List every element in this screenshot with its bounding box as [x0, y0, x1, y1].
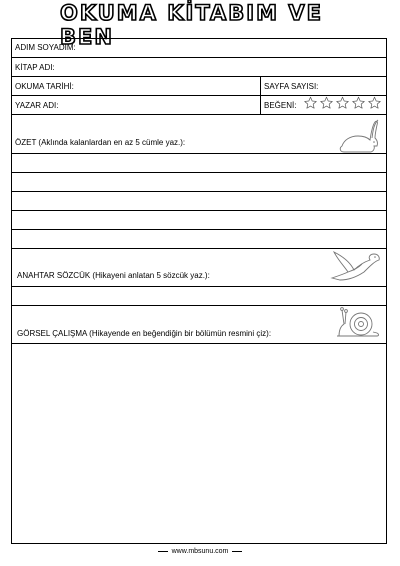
name-label: ADIM SOYADIM: — [15, 43, 76, 52]
star-icon — [351, 96, 366, 110]
rating-stars — [303, 96, 382, 110]
summary-line — [11, 210, 387, 211]
row-divider — [11, 114, 387, 115]
footer — [0, 544, 400, 558]
summary-line — [11, 191, 387, 192]
date-label: OKUMA TARİHİ: — [15, 82, 74, 91]
footer-dash — [158, 551, 168, 552]
summary-heading: ÖZET (Aklında kalanlardan en az 5 cümle yaz.): — [15, 138, 186, 147]
drawing-heading: GÖRSEL ÇALIŞMA (Hikayende en beğendiğin bir bölümün resmini çiz): — [17, 329, 272, 338]
keywords-line — [11, 286, 387, 287]
book-label: KİTAP ADI: — [15, 63, 55, 72]
column-divider — [260, 76, 261, 114]
drawing-area-top — [11, 343, 387, 344]
footer-url: www.mbsunu.com — [171, 547, 229, 555]
keywords-line — [11, 305, 387, 306]
footer-dash — [232, 551, 242, 552]
snail-icon — [333, 304, 383, 340]
summary-line — [11, 153, 387, 154]
summary-line — [11, 229, 387, 230]
star-icon — [319, 96, 334, 110]
keywords-heading: ANAHTAR SÖZCÜK (Hikayeni anlatan 5 sözcük yaz.): — [17, 271, 210, 280]
bird-icon — [328, 248, 384, 284]
summary-line — [11, 172, 387, 173]
author-label: YAZAR ADI: — [15, 101, 59, 110]
row-divider — [11, 76, 387, 77]
row-divider — [11, 57, 387, 58]
worksheet-title: OKUMA KİTABIM VE BEN — [60, 1, 323, 49]
star-icon — [335, 96, 350, 110]
rating-label: BEĞENİ: — [264, 101, 297, 110]
star-icon — [367, 96, 382, 110]
rabbit-icon — [334, 116, 382, 158]
pages-label: SAYFA SAYISI: — [264, 82, 319, 91]
star-icon — [303, 96, 318, 110]
